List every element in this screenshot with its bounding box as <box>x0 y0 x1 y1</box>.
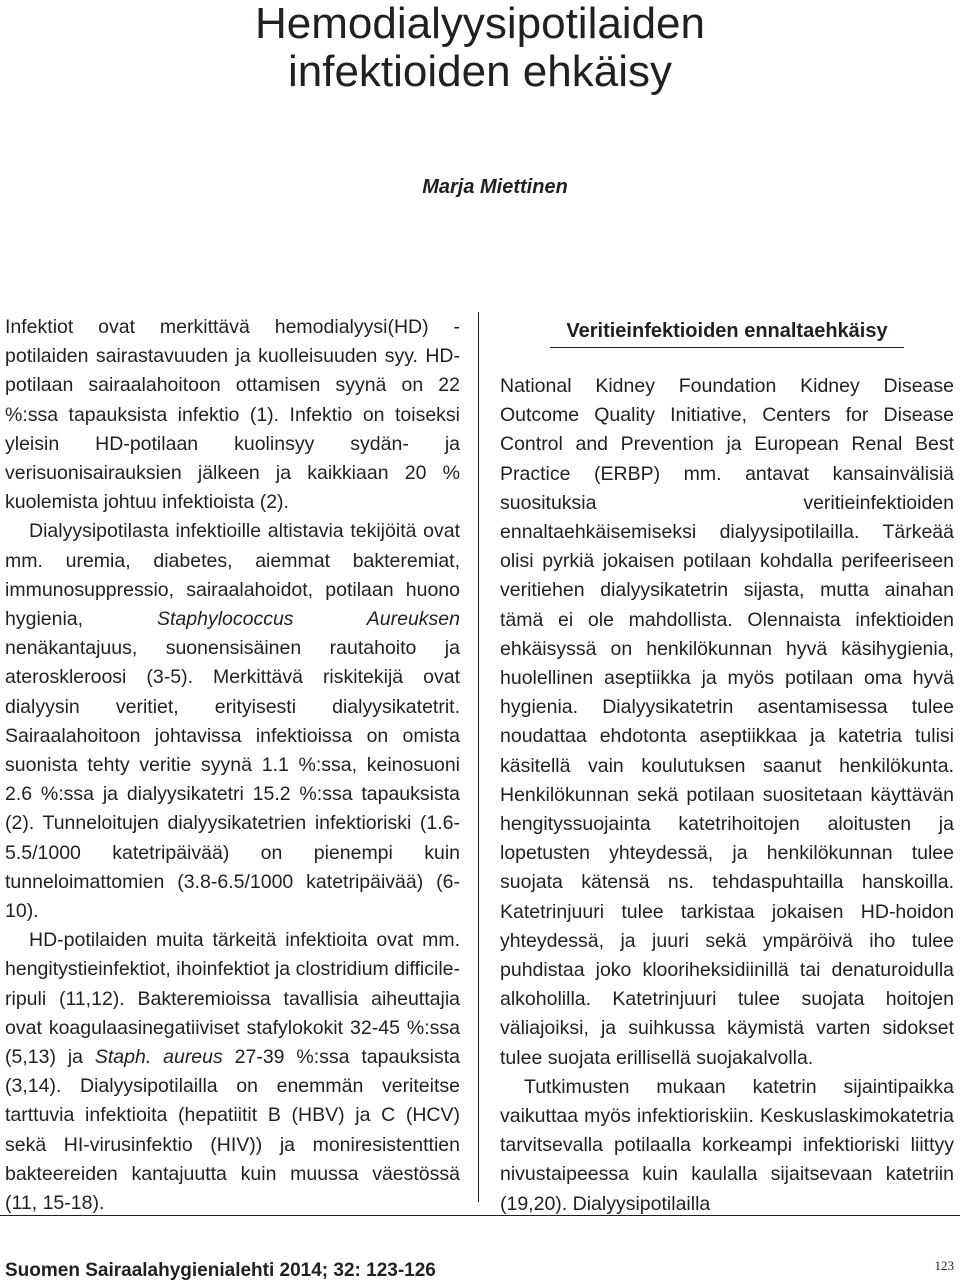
section-heading: Veritieinfektioiden ennaltaehkäisy <box>550 318 904 348</box>
left-paragraph-1: Infektiot ovat merkittävä hemodialyysi(HD) -potilaiden sairastavuuden ja kuolleisuuden syy. HD-potilaan sairaalahoitoon ottamisen syynä on 22 %:ssa tapauksista infektio (1). Infektio on toiseksi yleisin HD-potilaan kuolinsyy sydän- ja verisuonisairauksien jälkeen ja kaikkiaan 20 % kuolemista johtuu infektioista (2). <box>5 316 460 514</box>
left-paragraph-2 <box>5 517 460 926</box>
left-paragraph-3-italic: Staph. aureus <box>94 1046 223 1069</box>
left-column <box>5 313 460 1218</box>
left-paragraph-2-italic: Staphylococcus Aureuksen <box>156 608 460 631</box>
left-paragraph-2-text-a: Dialyysipotilasta infektioille altistavia tekijöitä ovat mm. uremia, diabetes, aiemmat bakteremiat, immunosuppressio, sairaalahoidot, potilaan huono hygienia, <box>5 520 460 631</box>
left-paragraph-3-text-a: HD-potilaiden muita tärkeitä infektioita ovat mm. hengitystieinfektiot, ihoinfektiot ja clostridium difficile-ripuli (11,12). Bakteremioissa tavallisia aiheuttajia ovat koagulaasinegatiiviset stafylokokit 32-45 %:ssa (5,13) ja <box>5 929 460 1069</box>
right-paragraph-2: Tutkimusten mukaan katetrin sijaintipaikka vaikuttaa myös infektioriskiin. Keskuslaskimokatetria tarvitsevalla potilaalla korkeampi infektioriski liittyy nivustaipeessa kuin kaulalla sijaitsevaan katetriin (19,20). Dialyysipotilailla <box>500 1075 954 1215</box>
title-line-1: Hemodialyysipotilaiden <box>254 0 705 48</box>
right-column <box>500 372 954 1219</box>
article-title <box>170 0 790 96</box>
footer-rule <box>0 1215 960 1216</box>
left-paragraph-3-text-b: 27-39 %:ssa tapauksista (3,14). Dialyysipotilailla on enemmän veriteitse tarttuvia infektioita (hepatiitit B (HBV) ja C (HCV) sekä HI-virusinfektio (HIV)) ja moniresistenttien bakteereiden kantajuutta kuin muussa väestössä (11, 15-18). <box>5 1046 461 1215</box>
footer-journal-citation: Suomen Sairaalahygienialehti 2014; 32: 123-126 <box>5 1260 436 1281</box>
column-divider <box>478 312 479 1202</box>
title-line-2: infektioiden ehkäisy <box>287 47 672 96</box>
left-paragraph-2-text-b: nenäkantajuus, suonensisäinen rautahoito ja ateroskleroosi (3-5). Merkittävä riskitekijä ovat dialyysin veritiet, erityisesti dialyysikatetrit. Sairaalahoitoon johtavissa infektioissa on omista suonista tehty veritie syynä 1.1 %:ssa, keinosuoni 2.6 %:ssa ja dialyysikatetri 15.2 %:ssa tapauksista (2). Tunneloitujen dialyysikatetrien infektioriski (1.6-5.5/1000 katetripäivää) on pienempi kuin tunneloimattomien (3.8-6.5/1000 katetripäivää) (6-10). <box>5 637 460 923</box>
author-name: Marja Miettinen <box>422 176 568 198</box>
page-number: 123 <box>934 1258 954 1273</box>
left-paragraph-3 <box>5 926 460 1218</box>
right-paragraph-1: National Kidney Foundation Kidney Disease Outcome Quality Initiative, Centers for Disease Control and Prevention ja European Renal Best Practice (ERBP) mm. antavat kansainvälisiä suosituksia veritieinfektioiden ennaltaehkäisemiseksi dialyysipotilailla. Tärkeää olisi pyrkiä jokaisen potilaan kohdalla perifeeriseen veritiehen dialyysikatetrin sijasta, mutta ainahan tämä ei ole mahdollista. Olennaista infektioiden ehkäisyssä on henkilökunnan hyvä käsihygienia, huolellinen aseptiikka ja myös potilaan oma hyvä hygienia. Dialyysikatetrin asentamisessa tulee noudattaa ehdotonta aseptiikkaa ja katetria tulisi käsitellä vain koulutuksen saanut henkilökunta. Henkilökunnan sekä potilaan suositetaan käyttävän hengityssuojainta katetrihoitojen aloitusten ja lopetusten yhteydessä, ja henkilökunnan tulee suojata kätensä ns. tehdaspuhtailla hanskoilla. Katetrinjuuri tulee tarkistaa jokaisen HD-hoidon yhteydessä, ja juuri sekä ympäröivä iho tulee puhdistaa joko klooriheksidiinillä tai denaturoidulla alkoholilla. Katetrinjuuri tulee suojata hoitojen väliajoiksi, ja suihkussa käymistä varten sidokset tulee suojata erillisellä suojakalvolla. <box>500 375 954 1069</box>
